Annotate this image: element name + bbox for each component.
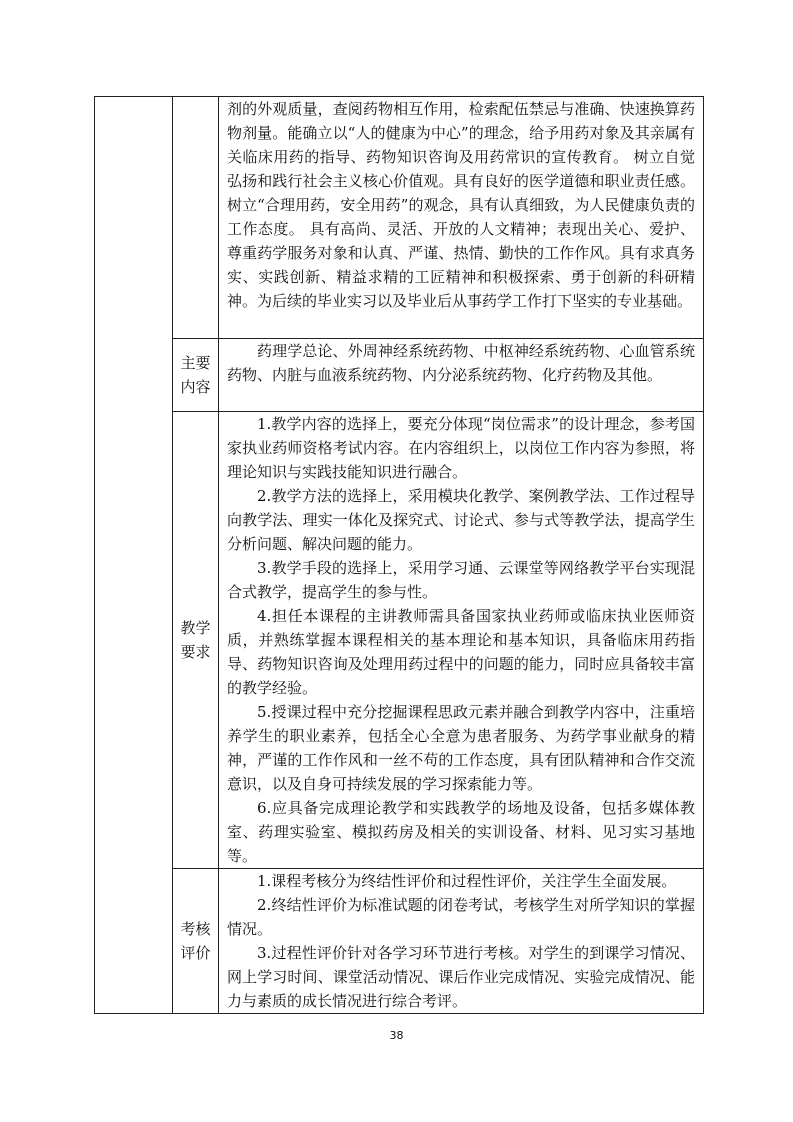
content-paragraph: 药理学总论、外周神经系统药物、中枢神经系统药物、心血管系统药物、内脏与血液系统药物、内分泌系统药物、化疗药物及其他。 <box>227 342 695 384</box>
row-label-cell <box>173 869 219 1014</box>
content-paragraph: 2.教学方法的选择上，采用模块化教学、案例教学法、工作过程导向教学法、理实一体化及探究式、讨论式、参与式等教学法，提高学生分析问题、解决问题的能力。 <box>227 487 695 553</box>
content-paragraph: 4.担任本课程的主讲教师需具备国家执业药师或临床执业医师资质，并熟练掌握本课程相关的基本理论和基本知识，具备临床用药指导、药物知识咨询及处理用药过程中的问题的能力，同时应具备较丰富的教学经验。 <box>227 607 695 697</box>
course-table <box>94 96 704 1014</box>
content-paragraph: 1.教学内容的选择上，要充分体现“岗位需求”的设计理念，参考国家执业药师资格考试内容。在内容组织上，以岗位工作内容为参照，将理论知识与实践技能知识进行融合。 <box>227 415 695 481</box>
table-row <box>95 97 704 339</box>
row-label-line: 评价 <box>180 944 211 962</box>
content-paragraph: 3.教学手段的选择上，采用学习通、云课堂等网络教学平台实现混合式教学，提高学生的参与性。 <box>227 559 695 601</box>
row-content-cell <box>219 97 704 339</box>
table-row <box>95 412 704 869</box>
row-content-cell <box>219 869 704 1014</box>
table-row <box>95 869 704 1014</box>
page-number: 38 <box>389 1029 404 1042</box>
table-row <box>95 339 704 412</box>
row-label-line: 教学 <box>180 619 211 637</box>
content-paragraph: 6.应具备完成理论教学和实践教学的场地及设备，包括多媒体教室、药理实验室、模拟药房及相关的实训设备、材料、见习实习基地等。 <box>227 799 695 865</box>
content-paragraph: 2.终结性评价为标准试题的闭卷考试，考核学生对所学知识的掌握情况。 <box>227 896 695 938</box>
empty-first-column <box>95 97 173 1014</box>
row-content-cell <box>219 412 704 869</box>
row-label-cell <box>173 412 219 869</box>
row-label-line: 考核 <box>180 920 211 938</box>
row-label-line: 要求 <box>180 643 211 661</box>
row-label-cell <box>173 339 219 412</box>
row-label-line: 主要 <box>180 354 211 372</box>
content-paragraph: 1.课程考核分为终结性评价和过程性评价，关注学生全面发展。 <box>257 872 677 890</box>
content-paragraph: 5.授课过程中充分挖掘课程思政元素并融合到教学内容中，注重培养学生的职业素养，包括全心全意为患者服务、为药学事业献身的精神，严谨的工作作风和一丝不苟的工作态度，具有团队精神和合作交流意识，以及自身可持续发展的学习探索能力等。 <box>227 703 695 793</box>
content-paragraph: 3.过程性评价针对各学习环节进行考核。对学生的到课学习情况、网上学习时间、课堂活动情况、课后作业完成情况、实验完成情况、能力与素质的成长情况进行综合考评。 <box>227 944 695 1010</box>
content-paragraph: 剂的外观质量，查阅药物相互作用，检索配伍禁忌与准确、快速换算药物剂量。能确立以“人的健康为中心”的理念，给予用药对象及其亲属有关临床用药的指导、药物知识咨询及用药常识的宣传教育。 树立自觉弘扬和践行社会主义核心价值观。具有良好的医学道德和职业责任感。树立“合理用药，安全用药”的观念，具有认真细致，为人民健康负责的工作态度。 具有高尚、灵活、开放的人文精神；表现出关心、爱护、尊重药学服务对象和认真、严谨、热情、勤快的工作作风。具有求真务实、实践创新、精益求精的工匠精神和积极探索、勇于创新的科研精神。为后续的毕业实习以及毕业后从事药学工作打下坚实的专业基础。 <box>227 100 695 310</box>
row-label-cell <box>173 97 219 339</box>
row-label-line: 内容 <box>180 378 211 396</box>
row-content-cell <box>219 339 704 412</box>
